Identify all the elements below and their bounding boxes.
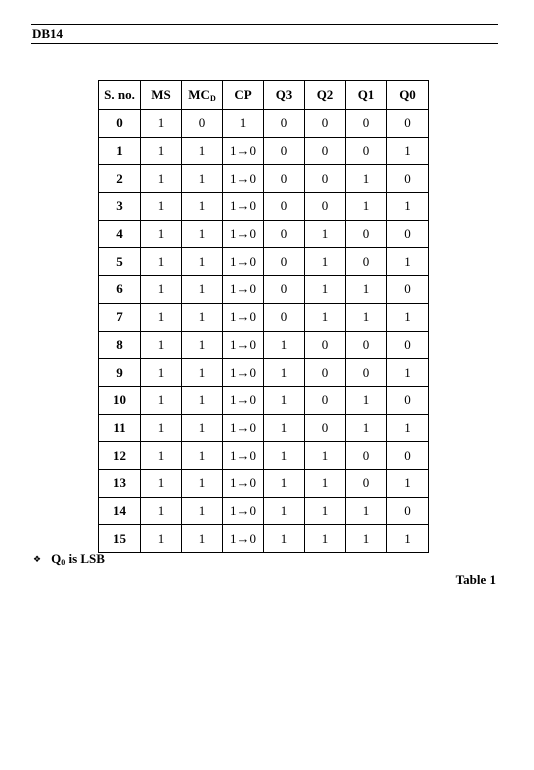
table-row — [99, 414, 429, 442]
cell-cp: 1→0 — [223, 414, 264, 442]
table-row — [99, 442, 429, 470]
cell-cp: 1→0 — [223, 220, 264, 248]
cell-q0: 1 — [387, 414, 429, 442]
header-mcd — [182, 81, 223, 110]
cell-sno: 9 — [99, 359, 141, 387]
cell-sno: 15 — [99, 525, 141, 553]
cell-cp: 1→0 — [223, 497, 264, 525]
cell-q2: 0 — [305, 110, 346, 138]
lsb-note-rest: is LSB — [65, 551, 105, 566]
cell-ms: 1 — [141, 110, 182, 138]
cell-q3: 0 — [264, 276, 305, 304]
cell-ms: 1 — [141, 386, 182, 414]
cell-sno: 13 — [99, 469, 141, 497]
header-q2: Q2 — [305, 81, 346, 110]
cell-sno: 10 — [99, 386, 141, 414]
cell-sno: 2 — [99, 165, 141, 193]
table-row — [99, 331, 429, 359]
cell-q1: 0 — [346, 469, 387, 497]
lsb-note-text — [51, 551, 105, 567]
header-mcd-subscript: D — [209, 94, 216, 103]
header-q3: Q3 — [264, 81, 305, 110]
table-row — [99, 359, 429, 387]
header-sno: S. no. — [99, 81, 141, 110]
cell-cp: 1→0 — [223, 276, 264, 304]
cell-ms: 1 — [141, 359, 182, 387]
table-body — [99, 110, 429, 553]
cell-q3: 0 — [264, 137, 305, 165]
cell-ms: 1 — [141, 193, 182, 221]
cell-cp: 1→0 — [223, 525, 264, 553]
cell-q2: 1 — [305, 497, 346, 525]
cell-q0: 0 — [387, 165, 429, 193]
cell-mcd: 1 — [182, 193, 223, 221]
lsb-note — [33, 551, 105, 567]
cell-q3: 0 — [264, 220, 305, 248]
truth-table — [98, 80, 429, 553]
cell-cp: 1→0 — [223, 248, 264, 276]
table-row — [99, 220, 429, 248]
cell-mcd: 1 — [182, 331, 223, 359]
cell-q0: 1 — [387, 193, 429, 221]
cell-sno: 6 — [99, 276, 141, 304]
cell-q3: 0 — [264, 193, 305, 221]
cell-ms: 1 — [141, 414, 182, 442]
cell-q0: 1 — [387, 469, 429, 497]
table-row — [99, 165, 429, 193]
cell-q1: 0 — [346, 248, 387, 276]
cell-mcd: 1 — [182, 525, 223, 553]
table-row — [99, 137, 429, 165]
cell-sno: 5 — [99, 248, 141, 276]
cell-q3: 1 — [264, 469, 305, 497]
cell-q3: 1 — [264, 386, 305, 414]
cell-cp: 1 — [223, 110, 264, 138]
cell-ms: 1 — [141, 137, 182, 165]
cell-q0: 0 — [387, 442, 429, 470]
table-row — [99, 248, 429, 276]
cell-q0: 1 — [387, 303, 429, 331]
cell-q1: 0 — [346, 359, 387, 387]
cell-mcd: 0 — [182, 110, 223, 138]
table-row — [99, 303, 429, 331]
cell-ms: 1 — [141, 525, 182, 553]
cell-sno: 4 — [99, 220, 141, 248]
table-row — [99, 276, 429, 304]
cell-q1: 1 — [346, 386, 387, 414]
cell-ms: 1 — [141, 331, 182, 359]
cell-q0: 1 — [387, 248, 429, 276]
cell-q1: 0 — [346, 331, 387, 359]
cell-sno: 1 — [99, 137, 141, 165]
cell-q1: 0 — [346, 220, 387, 248]
cell-q2: 0 — [305, 359, 346, 387]
table-row — [99, 193, 429, 221]
cell-q3: 0 — [264, 165, 305, 193]
cell-q2: 0 — [305, 165, 346, 193]
cell-q1: 1 — [346, 497, 387, 525]
cell-cp: 1→0 — [223, 193, 264, 221]
header-rule — [31, 43, 498, 44]
table-caption: Table 1 — [455, 572, 496, 587]
document-id: DB14 — [32, 26, 64, 41]
cell-cp: 1→0 — [223, 359, 264, 387]
cell-cp: 1→0 — [223, 303, 264, 331]
cell-mcd: 1 — [182, 497, 223, 525]
header-q1: Q1 — [346, 81, 387, 110]
cell-mcd: 1 — [182, 220, 223, 248]
cell-q3: 0 — [264, 110, 305, 138]
cell-q0: 0 — [387, 110, 429, 138]
header-ms: MS — [141, 81, 182, 110]
cell-q2: 0 — [305, 386, 346, 414]
cell-sno: 11 — [99, 414, 141, 442]
cell-q1: 1 — [346, 165, 387, 193]
cell-cp: 1→0 — [223, 386, 264, 414]
cell-mcd: 1 — [182, 137, 223, 165]
table-row — [99, 525, 429, 553]
cell-q3: 1 — [264, 497, 305, 525]
cell-q3: 1 — [264, 331, 305, 359]
cell-sno: 0 — [99, 110, 141, 138]
lsb-note-q: Q — [51, 551, 62, 566]
table-row — [99, 386, 429, 414]
cell-ms: 1 — [141, 469, 182, 497]
cell-sno: 7 — [99, 303, 141, 331]
cell-q0: 0 — [387, 331, 429, 359]
cell-ms: 1 — [141, 497, 182, 525]
cell-q0: 0 — [387, 386, 429, 414]
cell-q3: 0 — [264, 248, 305, 276]
cell-sno: 12 — [99, 442, 141, 470]
cell-mcd: 1 — [182, 359, 223, 387]
cell-ms: 1 — [141, 248, 182, 276]
cell-mcd: 1 — [182, 165, 223, 193]
cell-mcd: 1 — [182, 303, 223, 331]
cell-ms: 1 — [141, 303, 182, 331]
cell-q1: 1 — [346, 414, 387, 442]
cell-q2: 1 — [305, 303, 346, 331]
header-q0: Q0 — [387, 81, 429, 110]
cell-q0: 1 — [387, 137, 429, 165]
cell-mcd: 1 — [182, 469, 223, 497]
cell-cp: 1→0 — [223, 137, 264, 165]
cell-cp: 1→0 — [223, 165, 264, 193]
cell-q2: 0 — [305, 414, 346, 442]
diamond-bullet-icon: ❖ — [33, 553, 42, 564]
cell-q3: 1 — [264, 442, 305, 470]
cell-q0: 0 — [387, 220, 429, 248]
cell-q2: 0 — [305, 193, 346, 221]
cell-q3: 1 — [264, 414, 305, 442]
cell-cp: 1→0 — [223, 331, 264, 359]
cell-mcd: 1 — [182, 248, 223, 276]
cell-q2: 1 — [305, 276, 346, 304]
cell-sno: 14 — [99, 497, 141, 525]
cell-sno: 3 — [99, 193, 141, 221]
cell-q2: 1 — [305, 248, 346, 276]
table-row — [99, 110, 429, 138]
cell-q1: 0 — [346, 110, 387, 138]
cell-q0: 1 — [387, 359, 429, 387]
cell-mcd: 1 — [182, 276, 223, 304]
cell-q2: 0 — [305, 331, 346, 359]
cell-q3: 1 — [264, 359, 305, 387]
cell-q2: 1 — [305, 220, 346, 248]
table-row — [99, 497, 429, 525]
cell-cp: 1→0 — [223, 442, 264, 470]
cell-cp: 1→0 — [223, 469, 264, 497]
cell-q1: 0 — [346, 442, 387, 470]
top-rule — [31, 24, 498, 25]
cell-q0: 1 — [387, 525, 429, 553]
header-cp: CP — [223, 81, 264, 110]
cell-ms: 1 — [141, 220, 182, 248]
lsb-note-subscript: 0 — [61, 558, 66, 567]
header-mcd-main: MC — [188, 87, 210, 102]
cell-q3: 0 — [264, 303, 305, 331]
cell-mcd: 1 — [182, 386, 223, 414]
cell-q1: 1 — [346, 525, 387, 553]
cell-q1: 0 — [346, 137, 387, 165]
cell-q1: 1 — [346, 193, 387, 221]
cell-ms: 1 — [141, 276, 182, 304]
table-row — [99, 469, 429, 497]
cell-q0: 0 — [387, 497, 429, 525]
table-header-row — [99, 81, 429, 110]
cell-ms: 1 — [141, 442, 182, 470]
cell-q2: 0 — [305, 137, 346, 165]
cell-q0: 0 — [387, 276, 429, 304]
cell-mcd: 1 — [182, 442, 223, 470]
cell-q2: 1 — [305, 442, 346, 470]
cell-q1: 1 — [346, 303, 387, 331]
cell-q1: 1 — [346, 276, 387, 304]
cell-q2: 1 — [305, 525, 346, 553]
cell-q3: 1 — [264, 525, 305, 553]
cell-sno: 8 — [99, 331, 141, 359]
cell-mcd: 1 — [182, 414, 223, 442]
cell-ms: 1 — [141, 165, 182, 193]
cell-q2: 1 — [305, 469, 346, 497]
